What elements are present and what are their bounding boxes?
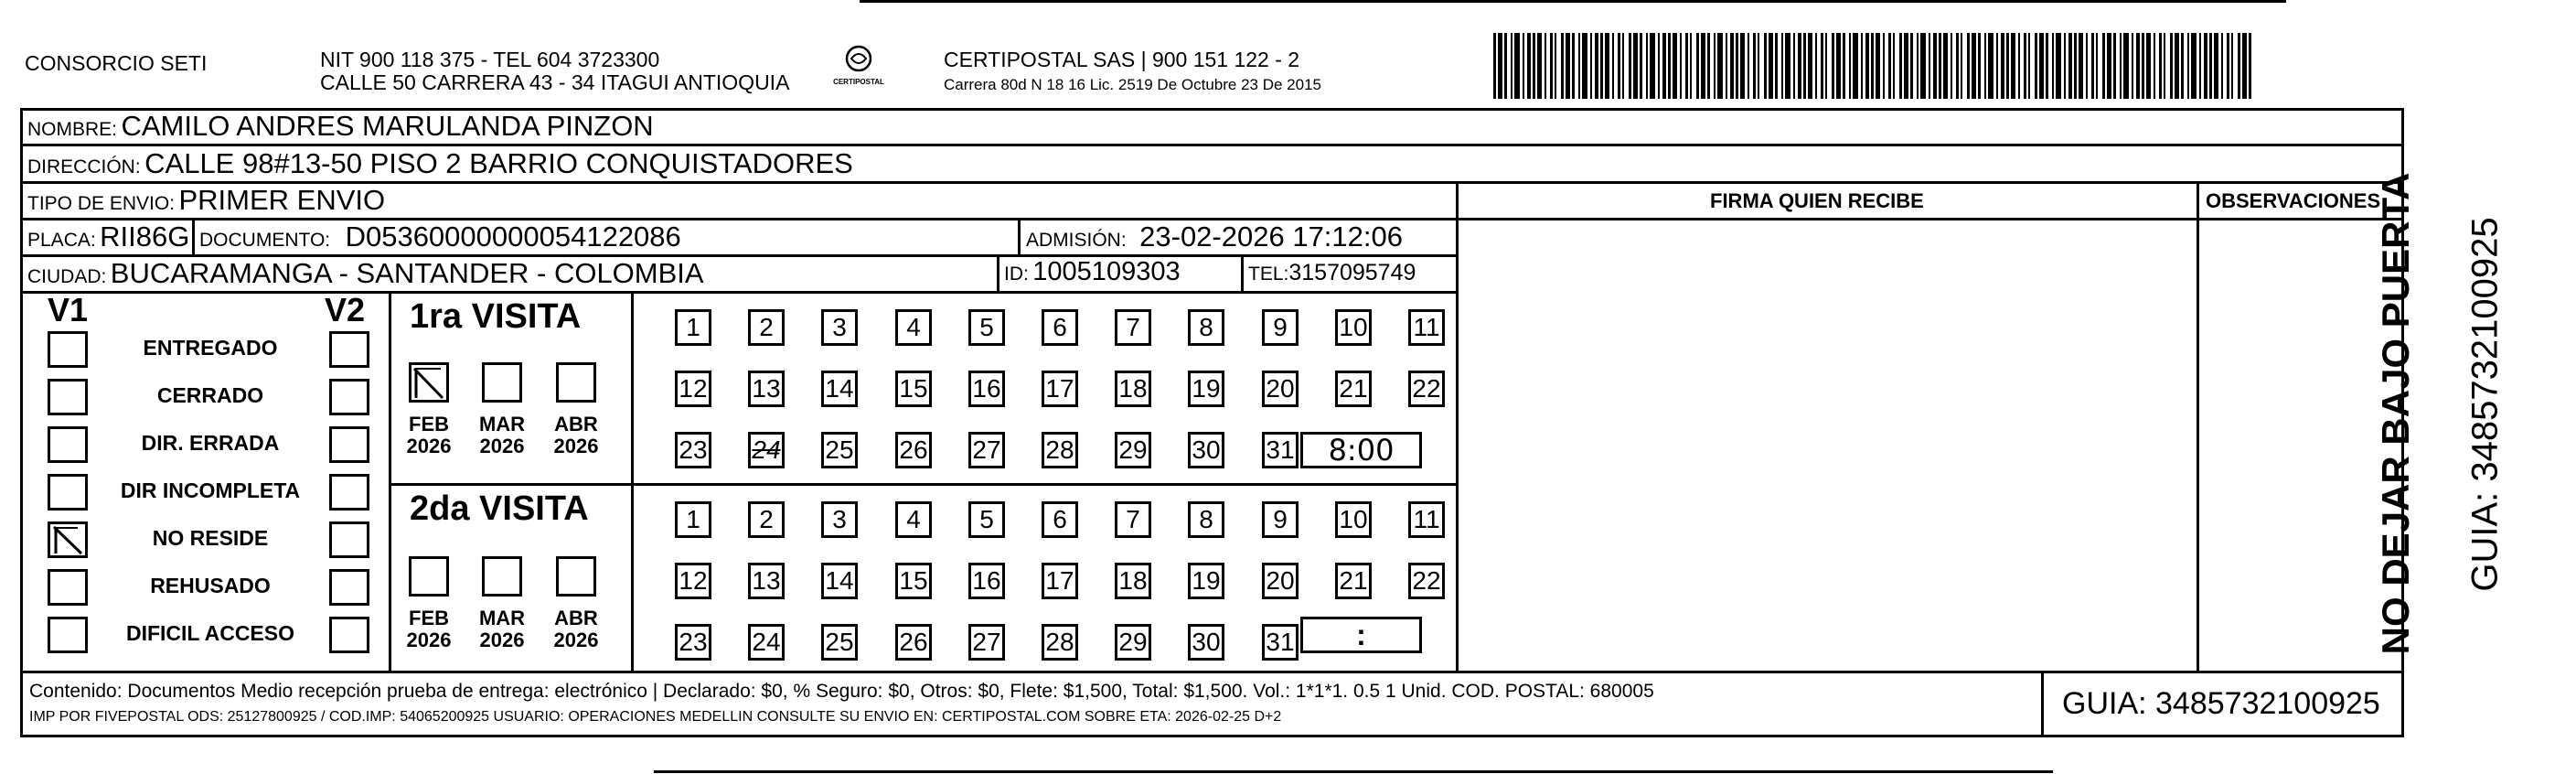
barcode-bar xyxy=(1595,33,1598,99)
barcode-bar xyxy=(2074,33,2077,99)
first-visit-month-box[interactable] xyxy=(409,362,449,403)
first-visit-day-box[interactable]: 7 xyxy=(1115,309,1151,346)
second-visit-day-box[interactable]: 1 xyxy=(675,501,711,538)
status-divider xyxy=(389,291,391,671)
direccion-row xyxy=(27,147,853,180)
barcode xyxy=(1493,33,2260,99)
side-guia-text: GUIA: 3485732100925 xyxy=(2464,217,2506,592)
barcode-bar xyxy=(1680,33,1682,99)
first-visit-day-box[interactable]: 3 xyxy=(821,309,858,346)
barcode-bar xyxy=(1572,33,1575,99)
second-visit-day-box[interactable]: 20 xyxy=(1262,563,1299,599)
v1-header: V1 xyxy=(48,291,89,328)
tel-value: 3157095749 xyxy=(1288,260,1416,285)
second-visit-day-box[interactable]: 15 xyxy=(895,563,932,599)
v1-checkbox[interactable] xyxy=(48,617,88,653)
barcode-bar xyxy=(1917,33,1919,99)
first-visit-day-box[interactable]: 15 xyxy=(895,371,932,407)
imp-line: IMP POR FIVEPOSTAL ODS: 25127800925 / COD.IMP: 54065200925 USUARIO: OPERACIONES MEDELLIN CONSULTE SU ENVIO EN: CERTIPOSTAL.COM SOBRE ETA: 2026-02-25 D+2 xyxy=(29,709,1282,725)
barcode-bar xyxy=(2096,33,2098,99)
second-visit-month-label: FEB 2026 xyxy=(406,607,452,651)
v1-checkbox[interactable] xyxy=(48,474,88,511)
barcode-bar xyxy=(1893,33,1895,99)
barcode-bar xyxy=(2001,33,2004,99)
barcode-bar xyxy=(2132,33,2133,99)
placa-value: RII86G xyxy=(100,220,190,253)
direccion-value: CALLE 98#13-50 PISO 2 BARRIO CONQUISTADORES xyxy=(144,147,853,179)
barcode-bar xyxy=(1832,33,1834,99)
v1-checkbox[interactable] xyxy=(48,426,88,463)
visit-divider xyxy=(389,483,1459,486)
no-dejar-text: NO DEJAR BAJO PUERTA xyxy=(2374,172,2417,655)
first-visit-day-box[interactable]: 23 xyxy=(675,432,711,468)
barcode-bar xyxy=(1498,33,1502,99)
first-visit-month-box[interactable] xyxy=(482,362,522,403)
barcode-bar xyxy=(1662,33,1666,99)
barcode-bar xyxy=(1578,33,1580,99)
barcode-bar xyxy=(1920,33,1926,99)
barcode-bar xyxy=(1504,33,1507,99)
v1-checkbox[interactable] xyxy=(48,569,88,606)
barcode-bar xyxy=(1961,33,1962,99)
v2-checkbox[interactable] xyxy=(329,426,369,463)
admision-label: ADMISIÓN: xyxy=(1026,230,1127,251)
first-visit-month-label: MAR 2026 xyxy=(478,413,526,457)
barcode-bar xyxy=(2024,33,2026,99)
barcode-bar xyxy=(2227,33,2229,99)
barcode-bar xyxy=(2181,33,2184,99)
v1-checkbox[interactable] xyxy=(48,521,88,558)
barcode-bar xyxy=(2086,33,2088,99)
barcode-bar xyxy=(2242,33,2247,99)
barcode-bar xyxy=(2107,33,2111,99)
barcode-bar xyxy=(1561,33,1564,99)
second-visit-month-label: MAR 2026 xyxy=(478,607,526,651)
v1-checkbox[interactable] xyxy=(48,379,88,415)
logo-icon xyxy=(840,44,877,73)
barcode-bar xyxy=(2187,33,2189,99)
documento-value: D05360000000054122086 xyxy=(345,220,681,253)
second-visit-day-box[interactable]: 26 xyxy=(895,624,932,661)
barcode-bar xyxy=(1707,33,1710,99)
company-name: CONSORCIO SETI xyxy=(25,51,208,75)
barcode-bar xyxy=(1622,33,1624,99)
ciudad-value: BUCARAMANGA - SANTANDER - COLOMBIA xyxy=(110,257,704,289)
barcode-bar xyxy=(1493,33,1496,99)
bottom-rule xyxy=(654,770,2053,773)
first-visit-day-box[interactable]: 17 xyxy=(1042,371,1078,407)
second-visit-day-box[interactable]: 3 xyxy=(821,501,858,538)
ciudad-field xyxy=(27,257,704,290)
barcode-bar xyxy=(1853,33,1858,99)
barcode-bar xyxy=(2221,33,2223,99)
barcode-bar xyxy=(1690,33,1692,99)
barcode-bar xyxy=(1764,33,1767,99)
barcode-bar xyxy=(1726,33,1727,99)
barcode-bar xyxy=(1904,33,1908,99)
second-visit-month-label: ABR 2026 xyxy=(553,607,599,651)
second-visit-day-box[interactable]: 21 xyxy=(1335,563,1372,599)
barcode-bar xyxy=(1646,33,1648,99)
barcode-bar xyxy=(1555,33,1556,99)
first-visit-day-box[interactable]: 9 xyxy=(1262,309,1299,346)
barcode-bar xyxy=(1566,33,1570,99)
nit-line: NIT 900 118 375 - TEL 604 3723300 xyxy=(320,48,660,71)
barcode-bar xyxy=(2035,33,2037,99)
first-visit-day-box[interactable]: 14 xyxy=(821,371,858,407)
status-option-label: NO RESIDE xyxy=(152,526,269,550)
first-visit-day-box[interactable]: 18 xyxy=(1115,371,1151,407)
tipo-value: PRIMER ENVIO xyxy=(178,184,386,216)
status-option-label: ENTREGADO xyxy=(143,336,278,360)
barcode-bar xyxy=(1939,33,1941,99)
row-line-1 xyxy=(20,144,2404,146)
first-visit-day-box[interactable]: 2 xyxy=(748,309,785,346)
first-visit-day-box[interactable]: 28 xyxy=(1042,432,1078,468)
barcode-bar xyxy=(2204,33,2207,99)
barcode-bar xyxy=(2249,33,2251,99)
barcode-bar xyxy=(1785,33,1790,99)
barcode-bar xyxy=(2064,33,2066,99)
barcode-bar xyxy=(1943,33,1948,99)
barcode-bar xyxy=(1978,33,1981,99)
second-visit-day-box[interactable]: 13 xyxy=(748,563,785,599)
barcode-bar xyxy=(1769,33,1773,99)
first-visit-day-box[interactable]: 22 xyxy=(1408,371,1445,407)
v2-checkbox[interactable] xyxy=(329,521,369,558)
first-visit-time[interactable]: 8:00 xyxy=(1300,432,1422,468)
second-visit-day-box[interactable]: 8 xyxy=(1188,501,1224,538)
barcode-bar xyxy=(2238,33,2240,99)
barcode-bar xyxy=(1600,33,1603,99)
barcode-bar xyxy=(1956,33,1959,99)
barcode-bar xyxy=(1527,33,1531,99)
documento-label: DOCUMENTO: xyxy=(199,230,331,251)
second-visit-day-box[interactable]: 29 xyxy=(1115,624,1151,661)
barcode-bar xyxy=(2209,33,2212,99)
second-visit-day-box[interactable]: 14 xyxy=(821,563,858,599)
second-visit-day-box[interactable]: 11 xyxy=(1408,501,1445,538)
second-visit-day-box[interactable]: 17 xyxy=(1042,563,1078,599)
guia-box-divider xyxy=(2041,671,2044,737)
second-visit-month-box[interactable] xyxy=(409,556,449,597)
second-visit-day-box[interactable]: 24 xyxy=(748,624,785,661)
top-rule xyxy=(860,0,2286,3)
status-option-label: DIR. ERRADA xyxy=(141,431,280,455)
barcode-bar xyxy=(1861,33,1863,99)
tel-field xyxy=(1248,260,1416,286)
direccion-label: DIRECCIÓN: xyxy=(27,156,141,177)
id-label: ID: xyxy=(1004,263,1029,285)
barcode-bar xyxy=(1582,33,1587,99)
barcode-bar xyxy=(1825,33,1827,99)
barcode-bar xyxy=(2091,33,2094,99)
barcode-bar xyxy=(1673,33,1677,99)
row-line-5 xyxy=(20,291,1458,294)
tipo-row xyxy=(27,184,385,217)
second-visit-month-box[interactable] xyxy=(482,556,522,597)
barcode-bar xyxy=(2159,33,2162,99)
barcode-bar xyxy=(2052,33,2054,99)
second-visit-day-box[interactable]: 31 xyxy=(1262,624,1299,661)
barcode-bar xyxy=(1736,33,1738,99)
first-visit-day-box[interactable]: 8 xyxy=(1188,309,1224,346)
barcode-bar xyxy=(2154,33,2155,99)
barcode-bar xyxy=(2146,33,2151,99)
barcode-bar xyxy=(1865,33,1869,99)
barcode-bar xyxy=(1888,33,1891,99)
barcode-bar xyxy=(2006,33,2009,99)
barcode-bar xyxy=(2191,33,2197,99)
barcode-bar xyxy=(2199,33,2201,99)
row-line-footer xyxy=(20,671,2404,673)
tel-divider xyxy=(1241,254,1244,291)
first-visit-day-box[interactable]: 26 xyxy=(895,432,932,468)
admision-divider xyxy=(1018,218,1021,254)
first-visit-day-box[interactable]: 16 xyxy=(968,371,1005,407)
barcode-bar xyxy=(1533,33,1535,99)
address-line: CALLE 50 CARRERA 43 - 34 ITAGUI ANTIOQUIA xyxy=(320,70,790,94)
barcode-bar xyxy=(1717,33,1723,99)
barcode-bar xyxy=(1933,33,1937,99)
second-visit-day-box[interactable]: 12 xyxy=(675,563,711,599)
second-visit-time[interactable]: : xyxy=(1300,617,1422,653)
status-option-label: DIFICIL ACCESO xyxy=(125,621,294,645)
first-visit-day-box[interactable]: 31 xyxy=(1262,432,1299,468)
second-visit-day-box[interactable]: 28 xyxy=(1042,624,1078,661)
observaciones-header: OBSERVACIONES xyxy=(2206,189,2381,212)
barcode-bar xyxy=(2018,33,2020,99)
v2-checkbox[interactable] xyxy=(329,474,369,511)
barcode-bar xyxy=(1781,33,1783,99)
barcode-bar xyxy=(2068,33,2072,99)
barcode-bar xyxy=(2028,33,2030,99)
status-option-label: REHUSADO xyxy=(150,574,271,597)
second-visit-day-box[interactable]: 4 xyxy=(895,501,932,538)
barcode-bar xyxy=(1685,33,1688,99)
barcode-bar xyxy=(1618,33,1620,99)
second-visit-day-box[interactable]: 30 xyxy=(1188,624,1224,661)
second-visit-day-box[interactable]: 2 xyxy=(748,501,785,538)
tel-label: TEL: xyxy=(1248,263,1289,285)
v2-header: V2 xyxy=(325,291,366,328)
barcode-bar xyxy=(1871,33,1874,99)
first-visit-day-box[interactable]: 27 xyxy=(968,432,1005,468)
barcode-bar xyxy=(1821,33,1823,99)
barcode-bar xyxy=(1753,33,1756,99)
second-visit-day-box[interactable]: 18 xyxy=(1115,563,1151,599)
barcode-bar xyxy=(1984,33,1986,99)
col-firma-left xyxy=(1456,181,1459,672)
certipostal-line: CERTIPOSTAL SAS | 900 151 122 - 2 xyxy=(944,48,1300,71)
barcode-bar xyxy=(1996,33,1998,99)
first-visit-day-box[interactable]: 6 xyxy=(1042,309,1078,346)
barcode-bar xyxy=(1730,33,1734,99)
barcode-bar xyxy=(2142,33,2144,99)
barcode-bar xyxy=(1876,33,1880,99)
barcode-bar xyxy=(1714,33,1716,99)
first-visit-day-box[interactable]: 11 xyxy=(1408,309,1445,346)
barcode-bar xyxy=(1514,33,1520,99)
barcode-bar xyxy=(2136,33,2140,99)
firma-header: FIRMA QUIEN RECIBE xyxy=(1710,189,1924,212)
barcode-bar xyxy=(1967,33,1970,99)
first-visit-day-box[interactable]: 5 xyxy=(968,309,1005,346)
status-option-label: CERRADO xyxy=(156,383,264,407)
barcode-bar xyxy=(2079,33,2083,99)
barcode-bar xyxy=(1972,33,1976,99)
ciudad-label: CIUDAD: xyxy=(27,266,107,287)
status-option-label: DIR INCOMPLETA xyxy=(120,478,301,502)
barcode-bar xyxy=(1808,33,1812,99)
first-visit-day-box[interactable]: 12 xyxy=(675,371,711,407)
barcode-bar xyxy=(1629,33,1631,99)
second-visit-day-box[interactable]: 25 xyxy=(821,624,858,661)
id-value: 1005109303 xyxy=(1032,257,1181,286)
placa-field xyxy=(27,220,189,253)
barcode-bar xyxy=(1511,33,1512,99)
barcode-bar xyxy=(1740,33,1745,99)
v2-checkbox[interactable] xyxy=(329,617,369,653)
first-visit-day-box[interactable]: 13 xyxy=(748,371,785,407)
guia-box: GUIA: 3485732100925 xyxy=(2062,686,2380,721)
barcode-bar xyxy=(1793,33,1795,99)
barcode-bar xyxy=(1748,33,1749,99)
first-visit-month-box[interactable] xyxy=(556,362,596,403)
v2-checkbox[interactable] xyxy=(329,331,369,368)
barcode-bar xyxy=(1537,33,1542,99)
first-visit-month-label: ABR 2026 xyxy=(553,413,599,457)
barcode-bar xyxy=(1696,33,1699,99)
barcode-bar xyxy=(1988,33,1993,99)
first-visit-day-box[interactable]: 1 xyxy=(675,309,711,346)
barcode-bar xyxy=(1951,33,1952,99)
barcode-bar xyxy=(2113,33,2116,99)
barcode-bar xyxy=(2164,33,2165,99)
barcode-bar xyxy=(1836,33,1841,99)
barcode-bar xyxy=(1590,33,1592,99)
barcode-bar xyxy=(1929,33,1930,99)
first-visit-month-label: FEB 2026 xyxy=(406,413,452,457)
first-visit-day-box[interactable]: 24 xyxy=(748,432,785,468)
barcode-bar xyxy=(1668,33,1671,99)
barcode-bar xyxy=(1701,33,1705,99)
first-visit-day-box[interactable]: 4 xyxy=(895,309,932,346)
v2-checkbox[interactable] xyxy=(329,569,369,606)
contenido-line: Contenido: Documentos Medio recepción prueba de entrega: electrónico | Declarado: $0, % Seguro: $0, Otros: $0, Flete: $1,500, Total: $1,500. Vol.: 1*1*1. 0.5 1 Unid. COD. POSTAL: 680005 xyxy=(29,681,1654,702)
v1-checkbox[interactable] xyxy=(48,331,88,368)
barcode-bar xyxy=(1899,33,1902,99)
admision-field xyxy=(1026,220,1403,253)
barcode-bar xyxy=(1658,33,1660,99)
first-visit-title: 1ra VISITA xyxy=(410,297,582,336)
second-visit-title: 2da VISITA xyxy=(410,489,589,528)
barcode-bar xyxy=(1650,33,1655,99)
barcode-bar xyxy=(2123,33,2129,99)
barcode-bar xyxy=(1910,33,1913,99)
second-visit-day-box[interactable]: 19 xyxy=(1188,563,1224,599)
barcode-bar xyxy=(1775,33,1778,99)
second-visit-day-box[interactable]: 6 xyxy=(1042,501,1078,538)
barcode-bar xyxy=(1843,33,1845,99)
documento-field xyxy=(199,220,681,253)
barcode-bar xyxy=(2039,33,2044,99)
second-visit-day-box[interactable]: 22 xyxy=(1408,563,1445,599)
placa-label: PLACA: xyxy=(27,230,96,251)
months-divider xyxy=(631,291,634,671)
certipostal-logo xyxy=(830,44,887,97)
barcode-bar xyxy=(1758,33,1759,99)
logo-text: CERTIPOSTAL xyxy=(833,78,884,86)
first-visit-day-box[interactable]: 30 xyxy=(1188,432,1224,468)
nombre-label: NOMBRE: xyxy=(27,119,118,140)
second-visit-day-box[interactable]: 16 xyxy=(968,563,1005,599)
second-visit-day-box[interactable]: 23 xyxy=(675,624,711,661)
barcode-bar xyxy=(2011,33,2015,99)
second-visit-month-box[interactable] xyxy=(556,556,596,597)
tipo-label: TIPO DE ENVIO: xyxy=(27,193,176,214)
second-visit-day-box[interactable]: 9 xyxy=(1262,501,1299,538)
barcode-bar xyxy=(2231,33,2233,99)
barcode-bar xyxy=(1640,33,1642,99)
barcode-bar xyxy=(1803,33,1806,99)
first-visit-day-box[interactable]: 21 xyxy=(1335,371,1372,407)
nombre-row xyxy=(27,110,654,143)
admision-value: 23-02-2026 17:12:06 xyxy=(1139,220,1403,253)
first-visit-day-box[interactable]: 20 xyxy=(1262,371,1299,407)
barcode-bar xyxy=(2170,33,2173,99)
barcode-bar xyxy=(1798,33,1801,99)
barcode-bar xyxy=(1633,33,1638,99)
barcode-bar xyxy=(1849,33,1851,99)
license-line: Carrera 80d N 18 16 Lic. 2519 De Octubre 23 De 2015 xyxy=(944,76,1321,93)
barcode-bar xyxy=(1545,33,1546,99)
barcode-bar xyxy=(1815,33,1817,99)
barcode-bar xyxy=(1612,33,1614,99)
barcode-bar xyxy=(1605,33,1609,99)
barcode-bar xyxy=(1523,33,1524,99)
second-visit-day-box[interactable]: 27 xyxy=(968,624,1005,661)
second-visit-day-box[interactable]: 5 xyxy=(968,501,1005,538)
nombre-value: CAMILO ANDRES MARULANDA PINZON xyxy=(121,110,654,142)
placa-divider xyxy=(192,218,195,254)
barcode-bar xyxy=(1550,33,1553,99)
col-obs-left xyxy=(2197,181,2199,672)
v2-checkbox[interactable] xyxy=(329,379,369,415)
barcode-bar xyxy=(2056,33,2061,99)
first-visit-day-box[interactable]: 19 xyxy=(1188,371,1224,407)
barcode-bar xyxy=(2175,33,2179,99)
barcode-bar xyxy=(2102,33,2105,99)
second-visit-day-box[interactable]: 10 xyxy=(1335,501,1372,538)
barcode-bar xyxy=(2120,33,2122,99)
id-divider xyxy=(997,254,999,291)
barcode-bar xyxy=(2214,33,2218,99)
barcode-bar xyxy=(2046,33,2048,99)
first-visit-day-box[interactable]: 10 xyxy=(1335,309,1372,346)
barcode-bar xyxy=(1883,33,1885,99)
second-visit-day-box[interactable]: 7 xyxy=(1115,501,1151,538)
first-visit-day-box[interactable]: 29 xyxy=(1115,432,1151,468)
id-field xyxy=(1004,257,1181,287)
first-visit-day-box[interactable]: 25 xyxy=(821,432,858,468)
